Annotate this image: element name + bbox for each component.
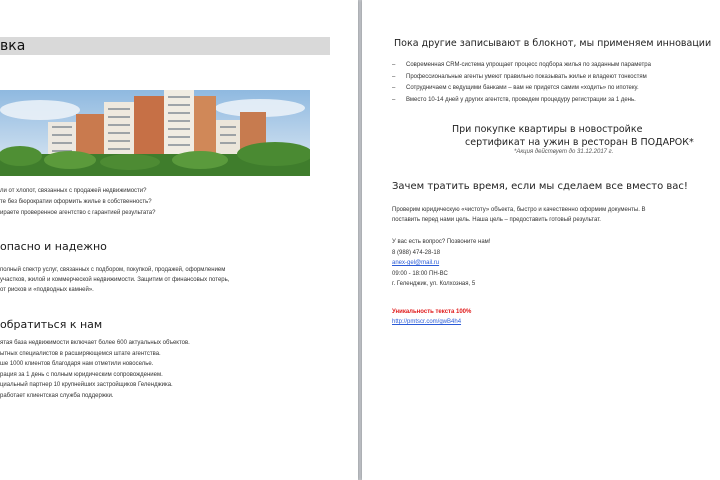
uniqueness-link[interactable]: http://pmtscr.com/gwB4h4 <box>392 319 462 325</box>
promo-note: *Акция действует до 31.12.2017 г. <box>514 149 614 155</box>
questions-list <box>0 186 155 219</box>
paragraph-line: от рисков и «подводных камней». <box>0 287 94 293</box>
title-bar <box>0 37 330 55</box>
list-item-text: Современная CRM-система упрощает процесс подбора жилья по заданным параметра <box>406 62 651 68</box>
safe-heading: опасно и надежно <box>0 240 107 253</box>
why-us-paragraph <box>392 205 646 225</box>
innovations-list <box>392 60 651 106</box>
question-item: те без бюрократии оформить жилье в собственность? <box>0 199 152 205</box>
dash-bullet: – <box>392 62 396 68</box>
list-item: рация за 1 день с полным юридическим сопровождением. <box>0 371 163 378</box>
dash-bullet: – <box>392 73 396 80</box>
question-item: ираете проверенное агентство с гарантией результата? <box>0 210 156 216</box>
list-item <box>392 95 651 107</box>
promo-block <box>362 123 720 155</box>
right-page <box>362 0 720 480</box>
dash-bullet: – <box>392 85 396 91</box>
list-item-text: Профессиональные агенты умеют правильно показывать жилье и владеют тонкостям <box>406 73 647 80</box>
promo-line: При покупке квартиры в новостройке <box>452 124 643 135</box>
list-item: циальный партнер 10 крупнейших застройщиков Геленджика. <box>0 382 173 388</box>
contact-phone[interactable]: 8 (988) 474-28-18 <box>392 249 441 256</box>
list-item <box>392 72 651 84</box>
why-us-heading: Зачем тратить время, если мы сделаем все вместо вас! <box>392 181 688 192</box>
list-item-text: Сотрудничаем с ведущими банками – вам не придется самим «ходить» по ипотеку. <box>406 85 639 91</box>
promo-line: сертификат на ужин в ресторан В ПОДАРОК* <box>465 137 694 148</box>
list-item: ытных специалистов в расширяющемся штате агентства. <box>0 350 161 357</box>
dash-bullet: – <box>392 96 396 103</box>
list-item: ше 1000 клиентов благодаря нам отметили новоселье. <box>0 361 154 367</box>
paragraph-line: поставить перед нами цель. Наша цель – предоставить готовый результат. <box>392 217 601 223</box>
why-heading: обратиться к нам <box>0 318 103 331</box>
list-item <box>392 83 651 95</box>
page-title: вка <box>0 38 26 54</box>
uniqueness-block <box>392 307 471 327</box>
list-item <box>392 60 651 72</box>
safe-paragraph <box>0 265 330 295</box>
list-item: ятая база недвижимости включает более 600 актуальных объектов. <box>0 340 190 346</box>
contact-address: г. Геленджик, ул. Колхозная, 5 <box>392 281 476 287</box>
list-item-text: Вместо 10-14 дней у других агентств, проведем процедуру регистрации за 1 день. <box>406 96 636 103</box>
list-item: работает клиентская служба поддержки. <box>0 392 114 399</box>
innovations-heading: Пока другие записывают в блокнот, мы применяем инновации <box>394 38 712 49</box>
paragraph-line: участков, жилой и коммерческой недвижимости. Защитим от финансовых потерь, <box>0 277 230 283</box>
paragraph-line: полный спектр услуг, связанных с подбором, покупкой, продажей, оформлением <box>0 267 226 273</box>
uniqueness-label: Уникальность текста 100% <box>392 309 472 315</box>
contacts-block <box>392 237 490 290</box>
contact-hours: 09:00 - 18:00 ПН-ВС <box>392 270 448 277</box>
paragraph-line: Проверим юридическую «чистоту» объекта, быстро и качественно оформим документы. В <box>392 207 646 213</box>
contact-email-link[interactable]: anex-gel@mail.ru <box>392 260 440 266</box>
question-item: ли от хлопот, связанных с продажей недвижимости? <box>0 188 147 194</box>
building-photo <box>0 90 310 176</box>
left-page <box>0 0 358 480</box>
contact-question: У вас есть вопрос? Позвоните нам! <box>392 239 491 245</box>
why-list <box>0 338 190 401</box>
